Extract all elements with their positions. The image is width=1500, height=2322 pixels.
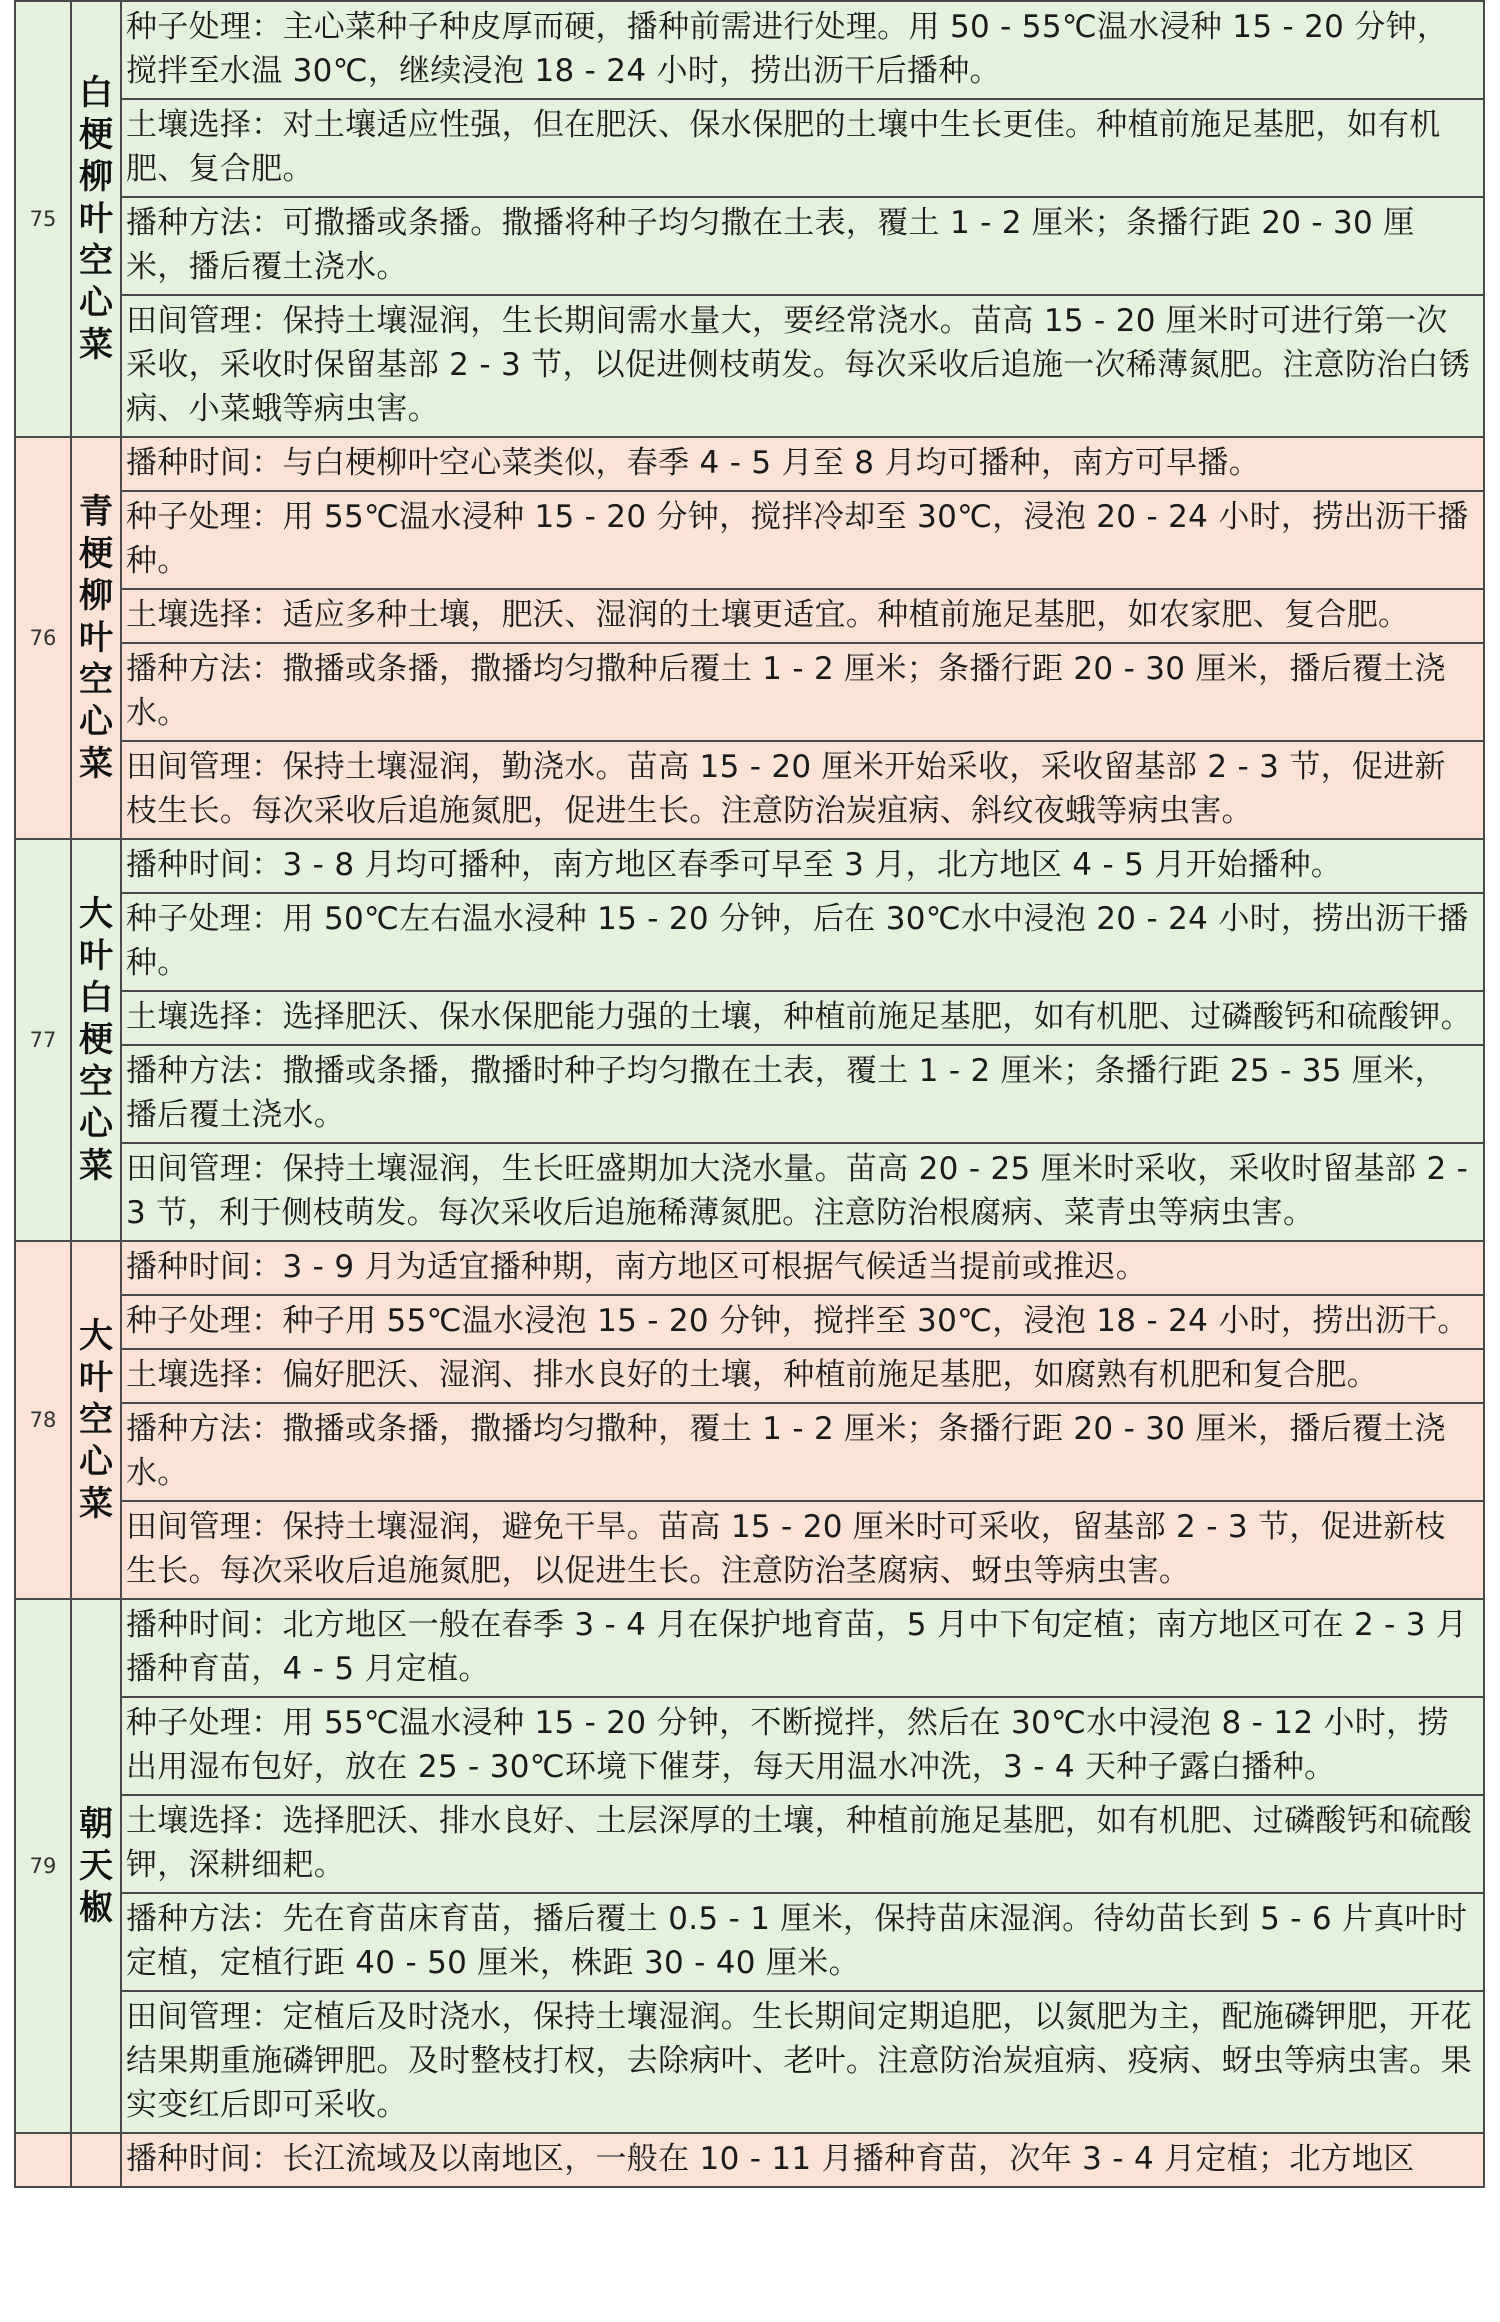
table-row <box>15 1599 1484 1697</box>
table-row <box>15 1795 1484 1893</box>
planting-info-cell: 播种时间：3 - 9 月为适宜播种期，南方地区可根据气候适当提前或推迟。 <box>121 1241 1484 1295</box>
variety-name-cell <box>71 1599 121 2133</box>
planting-info-cell: 播种方法：可撒播或条播。撒播将种子均匀撒在土表，覆土 1 - 2 厘米；条播行距 20 - 30 厘米，播后覆土浇水。 <box>121 197 1484 295</box>
planting-info-cell: 种子处理：主心菜种子种皮厚而硬，播种前需进行处理。用 50 - 55℃温水浸种 15 - 20 分钟，搅拌至水温 30℃，继续浸泡 18 - 24 小时，捞出沥干后播种。 <box>121 1 1484 99</box>
planting-info-cell: 田间管理：定植后及时浇水，保持土壤湿润。生长期间定期追肥，以氮肥为主，配施磷钾肥，开花结果期重施磷钾肥。及时整枝打杈，去除病叶、老叶。注意防治炭疽病、疫病、蚜虫等病虫害。果实变红后即可采收。 <box>121 1991 1484 2133</box>
planting-info-cell: 土壤选择：适应多种土壤，肥沃、湿润的土壤更适宜。种植前施足基肥，如农家肥、复合肥。 <box>121 589 1484 643</box>
table-row <box>15 991 1484 1045</box>
planting-info-cell: 田间管理：保持土壤湿润，勤浇水。苗高 15 - 20 厘米开始采收，采收留基部 2 - 3 节，促进新枝生长。每次采收后追施氮肥，促进生长。注意防治炭疽病、斜纹夜蛾等病虫害。 <box>121 741 1484 839</box>
table-row <box>15 295 1484 437</box>
planting-info-cell: 种子处理：用 55℃温水浸种 15 - 20 分钟，搅拌冷却至 30℃，浸泡 20 - 24 小时，捞出沥干播种。 <box>121 491 1484 589</box>
planting-info-cell: 土壤选择：选择肥沃、保水保肥能力强的土壤，种植前施足基肥，如有机肥、过磷酸钙和硫酸钾。 <box>121 991 1484 1045</box>
table-row <box>15 643 1484 741</box>
planting-info-cell: 种子处理：用 50℃左右温水浸种 15 - 20 分钟，后在 30℃水中浸泡 20 - 24 小时，捞出沥干播种。 <box>121 893 1484 991</box>
row-number: 75 <box>15 1 71 437</box>
row-number: 76 <box>15 437 71 839</box>
table-row <box>15 491 1484 589</box>
planting-info-cell: 土壤选择：选择肥沃、排水良好、土层深厚的土壤，种植前施足基肥，如有机肥、过磷酸钙和硫酸钾，深耕细耙。 <box>121 1795 1484 1893</box>
table-row <box>15 1349 1484 1403</box>
table-row <box>15 2133 1484 2187</box>
planting-info-cell: 田间管理：保持土壤湿润，避免干旱。苗高 15 - 20 厘米时可采收，留基部 2 - 3 节，促进新枝生长。每次采收后追施氮肥，以促进生长。注意防治茎腐病、蚜虫等病虫害。 <box>121 1501 1484 1599</box>
variety-name: 朝天椒 <box>79 1804 113 1928</box>
table-row <box>15 1697 1484 1795</box>
table-row <box>15 1991 1484 2133</box>
planting-info-cell: 播种方法：先在育苗床育苗，播后覆土 0.5 - 1 厘米，保持苗床湿润。待幼苗长到 5 - 6 片真叶时定植，定植行距 40 - 50 厘米，株距 30 - 40 厘米。 <box>121 1893 1484 1991</box>
planting-info-cell: 播种时间：北方地区一般在春季 3 - 4 月在保护地育苗，5 月中下旬定植；南方地区可在 2 - 3 月播种育苗，4 - 5 月定植。 <box>121 1599 1484 1697</box>
variety-name: 白梗柳叶空心菜 <box>79 73 113 365</box>
planting-info-cell: 土壤选择：偏好肥沃、湿润、排水良好的土壤，种植前施足基肥，如腐熟有机肥和复合肥。 <box>121 1349 1484 1403</box>
table-row <box>15 197 1484 295</box>
variety-name-cell <box>71 839 121 1241</box>
table-row <box>15 1893 1484 1991</box>
planting-info-cell: 播种方法：撒播或条播，撒播均匀撒种，覆土 1 - 2 厘米；条播行距 20 - 30 厘米，播后覆土浇水。 <box>121 1403 1484 1501</box>
planting-info-cell: 播种时间：与白梗柳叶空心菜类似，春季 4 - 5 月至 8 月均可播种，南方可早播。 <box>121 437 1484 491</box>
variety-name: 青梗柳叶空心菜 <box>79 492 113 784</box>
planting-info-cell: 播种方法：撒播或条播，撒播均匀撒种后覆土 1 - 2 厘米；条播行距 20 - 30 厘米，播后覆土浇水。 <box>121 643 1484 741</box>
planting-info-cell: 种子处理：种子用 55℃温水浸泡 15 - 20 分钟，搅拌至 30℃，浸泡 18 - 24 小时，捞出沥干。 <box>121 1295 1484 1349</box>
crop-planting-table-sheet <box>14 0 1485 2188</box>
row-number: 77 <box>15 839 71 1241</box>
variety-name-cell <box>71 1241 121 1599</box>
table-row <box>15 1045 1484 1143</box>
row-number: 78 <box>15 1241 71 1599</box>
variety-name: 大叶空心菜 <box>79 1316 113 1524</box>
variety-name: 大叶白梗空心菜 <box>79 894 113 1186</box>
table-row <box>15 1241 1484 1295</box>
table-row <box>15 99 1484 197</box>
planting-info-cell: 田间管理：保持土壤湿润，生长期间需水量大，要经常浇水。苗高 15 - 20 厘米时可进行第一次采收，采收时保留基部 2 - 3 节，以促进侧枝萌发。每次采收后追施一次稀薄氮肥。注意防治白锈病、小菜蛾等病虫害。 <box>121 295 1484 437</box>
table-row <box>15 437 1484 491</box>
variety-name-cell <box>71 2133 121 2187</box>
planting-info-cell: 田间管理：保持土壤湿润，生长旺盛期加大浇水量。苗高 20 - 25 厘米时采收，采收时留基部 2 - 3 节，利于侧枝萌发。每次采收后追施稀薄氮肥。注意防治根腐病、菜青虫等病虫害。 <box>121 1143 1484 1241</box>
planting-info-cell: 播种时间：长江流域及以南地区，一般在 10 - 11 月播种育苗，次年 3 - 4 月定植；北方地区 <box>121 2133 1484 2187</box>
variety-name-cell <box>71 1 121 437</box>
row-number: 79 <box>15 1599 71 2133</box>
planting-info-cell: 种子处理：用 55℃温水浸种 15 - 20 分钟，不断搅拌，然后在 30℃水中浸泡 8 - 12 小时，捞出用湿布包好，放在 25 - 30℃环境下催芽，每天用温水冲洗，3 - 4 天种子露白播种。 <box>121 1697 1484 1795</box>
row-number <box>15 2133 71 2187</box>
planting-info-cell: 播种时间：3 - 8 月均可播种，南方地区春季可早至 3 月，北方地区 4 - 5 月开始播种。 <box>121 839 1484 893</box>
variety-name-cell <box>71 437 121 839</box>
table-row <box>15 1403 1484 1501</box>
planting-info-cell: 土壤选择：对土壤适应性强，但在肥沃、保水保肥的土壤中生长更佳。种植前施足基肥，如有机肥、复合肥。 <box>121 99 1484 197</box>
table-row <box>15 1501 1484 1599</box>
table-row <box>15 839 1484 893</box>
table-row <box>15 741 1484 839</box>
table-row <box>15 1295 1484 1349</box>
planting-info-cell: 播种方法：撒播或条播，撒播时种子均匀撒在土表，覆土 1 - 2 厘米；条播行距 25 - 35 厘米，播后覆土浇水。 <box>121 1045 1484 1143</box>
table-row <box>15 589 1484 643</box>
crop-planting-table <box>14 0 1485 2188</box>
table-row <box>15 893 1484 991</box>
table-row <box>15 1 1484 99</box>
table-body <box>15 1 1484 2187</box>
table-row <box>15 1143 1484 1241</box>
